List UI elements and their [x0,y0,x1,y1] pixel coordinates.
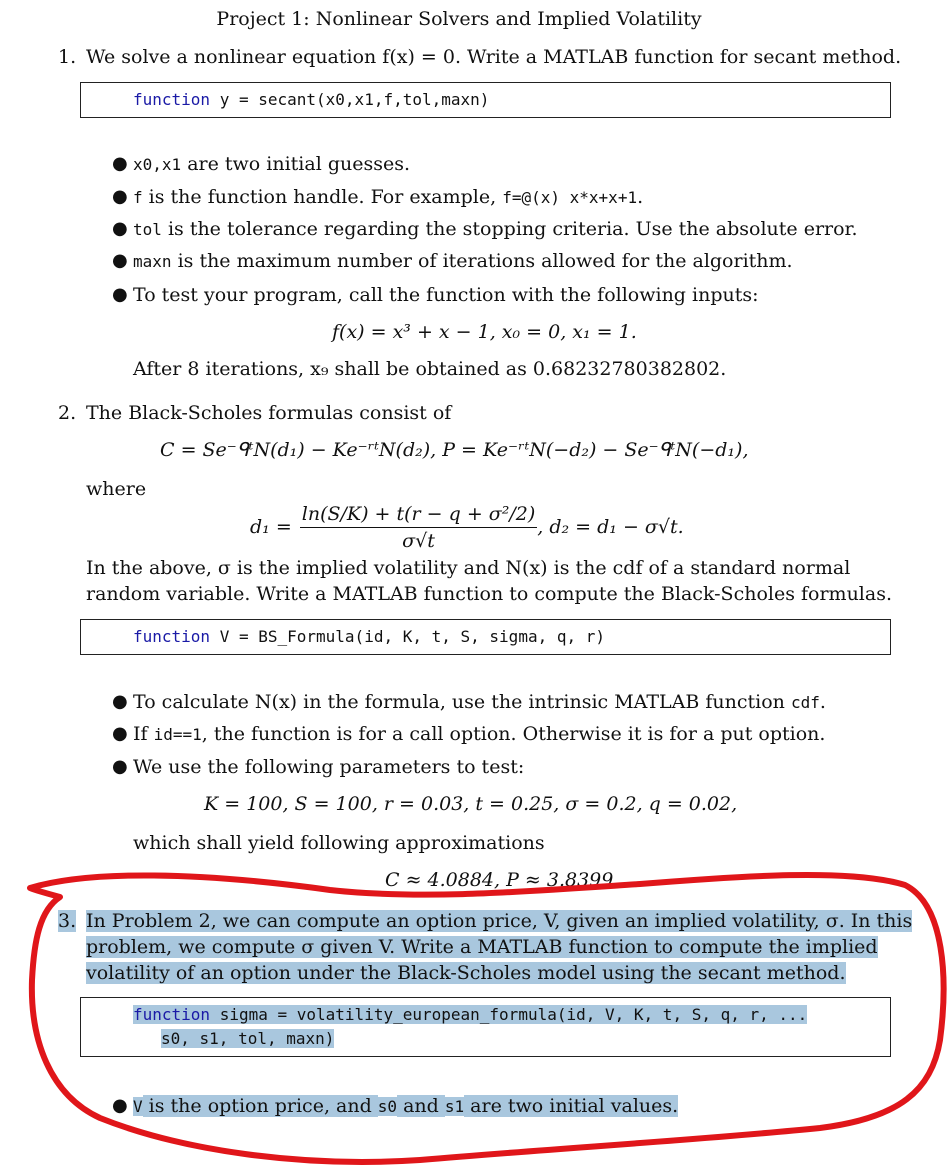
d1-lhs: d₁ = [250,516,292,538]
code-inline: id==1 [153,725,202,744]
bullet-icon: ● [112,1095,128,1116]
problem-1-text: We solve a nonlinear equation f(x) = 0. Write a MATLAB function for secant method. [86,46,902,68]
d2-formula: , d₂ = d₁ − σ√t. [537,516,684,538]
bullet-icon: ● [112,284,128,305]
bullet-text: To calculate N(x) in the formula, use the intrinsic MATLAB function [133,691,791,713]
page-title: Project 1: Nonlinear Solvers and Implied Volatility [216,8,702,30]
p2-description-2: random variable. Write a MATLAB function to compute the Black-Scholes formulas. [86,583,892,605]
bullet-icon: ● [112,186,128,207]
bullet-text: , the function is for a call option. Otherwise it is for a put option. [201,723,826,745]
p2-description-1: In the above, σ is the implied volatility and N(x) is the cdf of a standard normal [86,557,851,579]
problem-3-line-1: In Problem 2, we can compute an option price, V, given an implied volatility, σ. In this [86,910,913,932]
p2-bullet-3: We use the following parameters to test: [133,756,525,778]
where-label: where [86,478,147,500]
bullet-icon: ● [112,756,128,777]
p1-result: After 8 iterations, x₉ shall be obtained as 0.68232780382802. [133,358,727,380]
problem-3-line-3: volatility of an option under the Black-Scholes model using the secant method. [86,962,846,984]
code-signature: sigma = volatility_european_formula(id, V, K, t, S, q, r, ... [210,1005,808,1024]
code-inline: f=@(x) x*x+x+1 [502,188,638,207]
code-signature: V = BS_Formula(id, K, t, S, sigma, q, r) [210,627,606,646]
bullet-text: and [397,1095,445,1117]
code-keyword: function [133,90,211,109]
problem-3-number: 3. [58,910,77,932]
bullet-text: is the tolerance regarding the stopping criteria. Use the absolute error. [161,218,858,240]
p1-equation: f(x) = x³ + x − 1, x₀ = 0, x₁ = 1. [332,321,637,343]
bullet-text: is the option price, and [142,1095,378,1117]
p1-bullet-5: To test your program, call the function with the following inputs: [133,284,759,306]
p2-yield-text: which shall yield following approximations [133,832,545,854]
problem-3-line-2: problem, we compute σ given V. Write a MATLAB function to compute the implied [86,936,878,958]
bullet-icon: ● [112,153,128,174]
bullet-text: are two initial values. [464,1095,679,1117]
bullet-icon: ● [112,723,128,744]
d1-denominator: σ√t [402,529,435,552]
bullet-text: . [819,691,826,713]
code-inline: V [133,1097,143,1116]
bullet-text: . [637,186,644,208]
code-inline: x0,x1 [133,155,182,174]
approximations: C ≈ 4.0884, P ≈ 3.8399. [385,869,620,891]
black-scholes-formula: C = Se⁻ᑫᵗN(d₁) − Ke⁻ʳᵗN(d₂), P = Ke⁻ʳᵗN(−d₂) − Se⁻ᑫᵗN(−d₁), [160,439,749,461]
code-inline: s0 [377,1097,398,1116]
code-inline: tol [133,220,162,239]
d1-numerator: ln(S/K) + t(r − q + σ²/2) [300,503,538,528]
bullet-icon: ● [112,218,128,239]
code-inline: f [133,188,143,207]
code-inline: s1 [444,1097,465,1116]
problem-1-number: 1. [58,46,77,68]
code-signature: y = secant(x0,x1,f,tol,maxn) [210,90,490,109]
bullet-text: is the function handle. For example, [142,186,503,208]
bullet-text: If [133,723,154,745]
code-inline: maxn [133,252,172,271]
bullet-text: is the maximum number of iterations allowed for the algorithm. [171,250,793,272]
code-keyword: function [133,627,211,646]
code-keyword: function [133,1005,211,1024]
problem-2-number: 2. [58,402,77,424]
bullet-icon: ● [112,691,128,712]
test-parameters: K = 100, S = 100, r = 0.03, t = 0.25, σ = 0.2, q = 0.02, [204,793,738,815]
problem-2-text: The Black-Scholes formulas consist of [86,402,452,424]
code-inline: cdf [790,693,820,712]
bullet-icon: ● [112,250,128,271]
bullet-text: are two initial guesses. [181,153,411,175]
code-continuation: s0, s1, tol, maxn) [161,1029,335,1048]
